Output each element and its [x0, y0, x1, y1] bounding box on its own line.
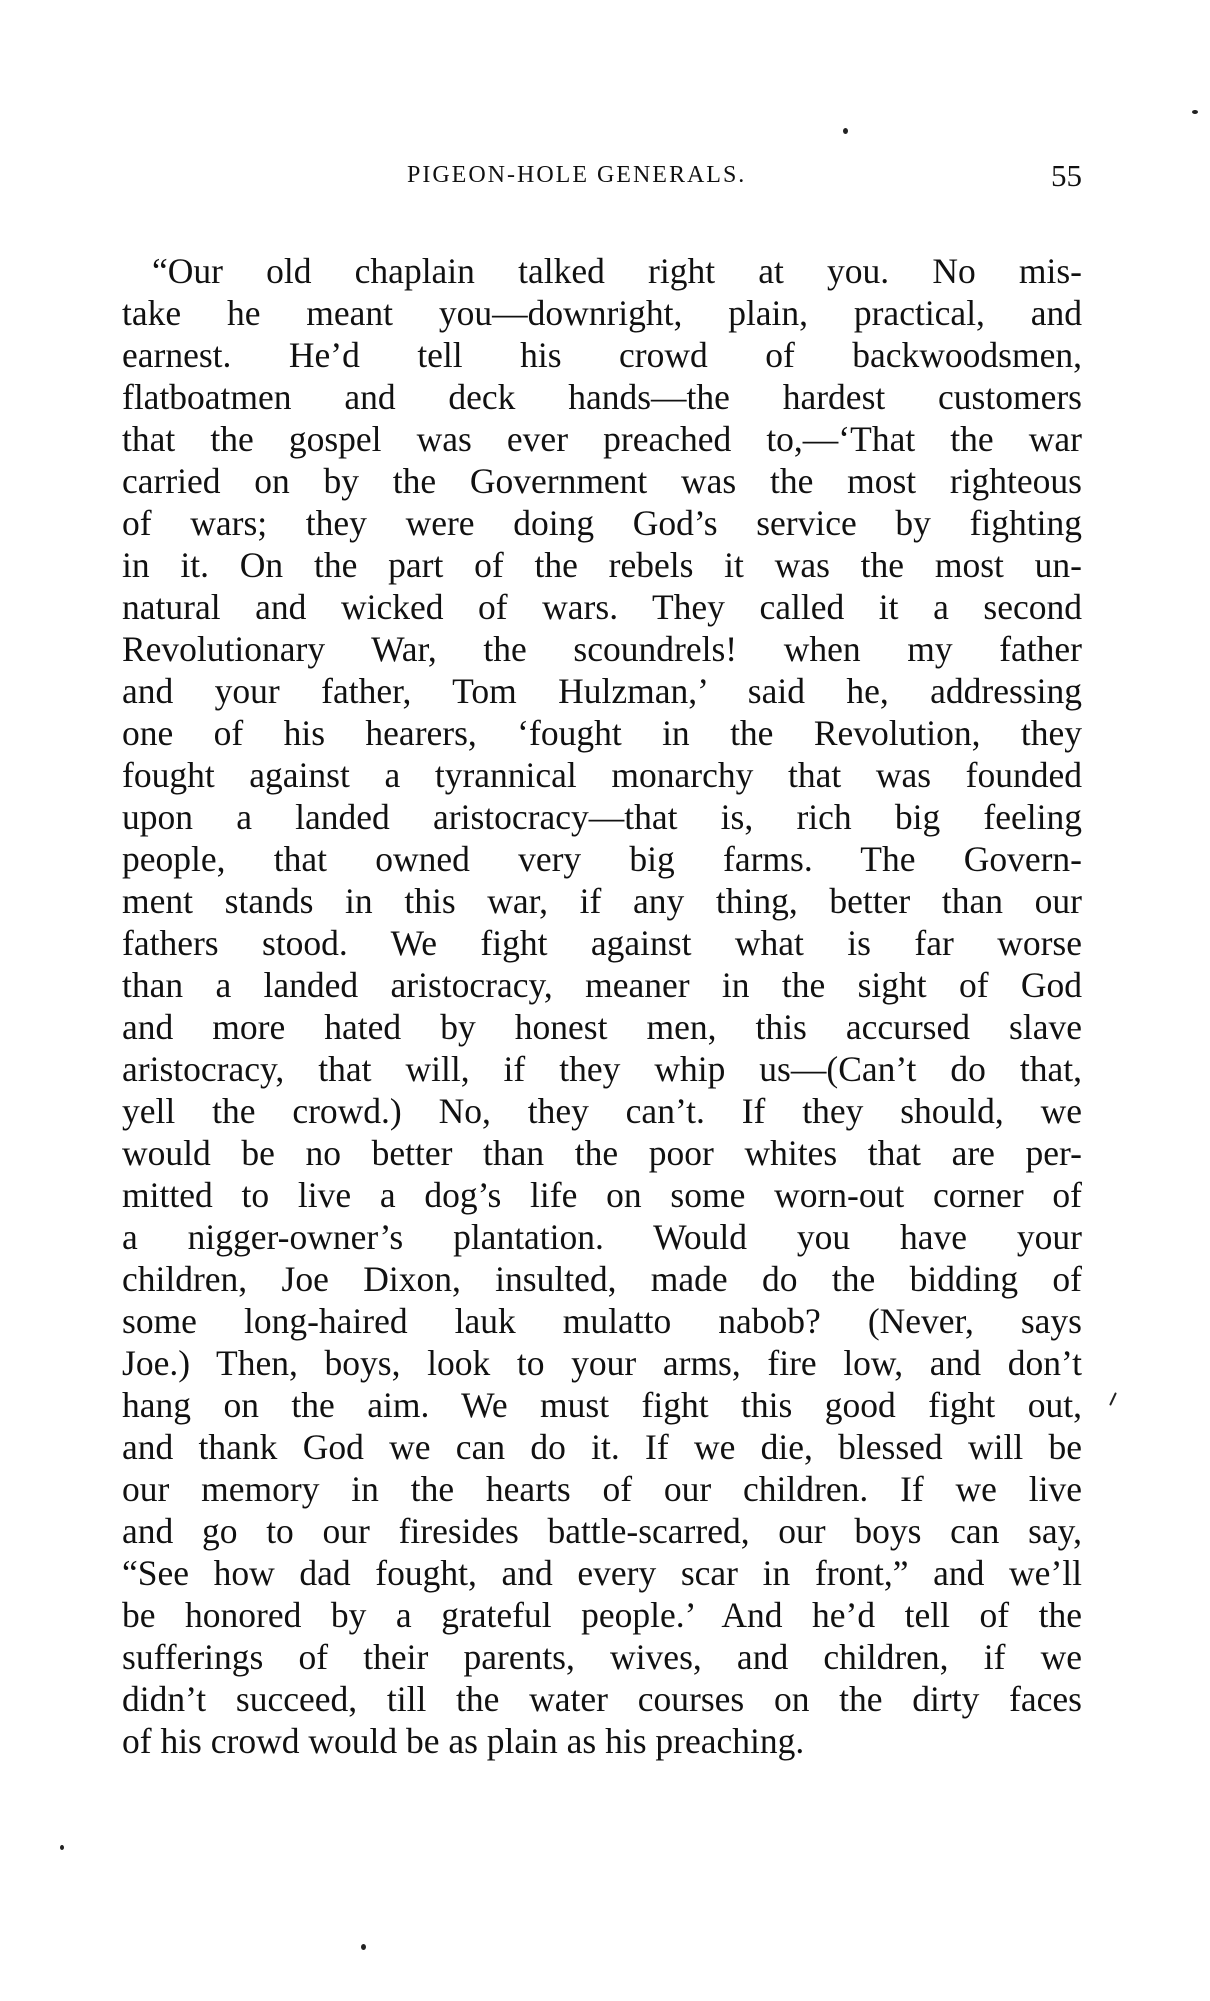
ink-speck: [60, 1845, 64, 1850]
text-line: children, Joe Dixon, insulted, made do the bidding of: [122, 1259, 1082, 1299]
text-line: fathers stood. We fight against what is far worse: [122, 923, 1082, 963]
text-line: earnest. He’d tell his crowd of backwoodsmen,: [122, 335, 1082, 375]
text-line: people, that owned very big farms. The Govern-: [122, 839, 1082, 879]
text-line: of wars; they were doing God’s service by fighting: [122, 503, 1082, 543]
ink-speck: [1109, 1392, 1117, 1406]
text-line: Joe.) Then, boys, look to your arms, fire low, and don’t: [122, 1343, 1082, 1383]
text-line: a nigger-owner’s plantation. Would you have your: [122, 1217, 1082, 1257]
text-line: would be no better than the poor whites that are per-: [122, 1133, 1082, 1173]
text-line: be honored by a grateful people.’ And he’d tell of the: [122, 1595, 1082, 1635]
running-head: [122, 158, 1082, 202]
text-line: Revolutionary War, the scoundrels! when my father: [122, 629, 1082, 669]
text-line: hang on the aim. We must fight this good fight out,: [122, 1385, 1082, 1425]
text-line: of his crowd would be as plain as his preaching.: [122, 1721, 805, 1761]
text-line: mitted to live a dog’s life on some worn-out corner of: [122, 1175, 1082, 1215]
text-line: aristocracy, that will, if they whip us—(Can’t do that,: [122, 1049, 1082, 1089]
text-line: “Our old chaplain talked right at you. No mis-: [152, 251, 1082, 291]
text-line: in it. On the part of the rebels it was the most un-: [122, 545, 1082, 585]
running-title: PIGEON-HOLE GENERALS.: [407, 162, 747, 188]
text-line: didn’t succeed, till the water courses on the dirty faces: [122, 1679, 1082, 1719]
text-line: and go to our firesides battle-scarred, our boys can say,: [122, 1511, 1082, 1551]
text-line: flatboatmen and deck hands—the hardest customers: [122, 377, 1082, 417]
text-line: and thank God we can do it. If we die, blessed will be: [122, 1427, 1082, 1467]
ink-speck: [1192, 110, 1198, 114]
text-line: than a landed aristocracy, meaner in the sight of God: [122, 965, 1082, 1005]
text-line: upon a landed aristocracy—that is, rich big feeling: [122, 797, 1082, 837]
ink-speck: [843, 128, 848, 134]
text-line: and more hated by honest men, this accursed slave: [122, 1007, 1082, 1047]
body-text: [122, 250, 1082, 1762]
text-line: sufferings of their parents, wives, and children, if we: [122, 1637, 1082, 1677]
text-line: our memory in the hearts of our children. If we live: [122, 1469, 1082, 1509]
text-line: natural and wicked of wars. They called it a second: [122, 587, 1082, 627]
text-line: yell the crowd.) No, they can’t. If they should, we: [122, 1091, 1082, 1131]
ink-speck: [361, 1944, 366, 1950]
text-line: take he meant you—downright, plain, practical, and: [122, 293, 1082, 333]
text-line: that the gospel was ever preached to,—‘That the war: [122, 419, 1082, 459]
text-line: some long-haired lauk mulatto nabob? (Never, says: [122, 1301, 1082, 1341]
text-line: fought against a tyrannical monarchy that was founded: [122, 755, 1082, 795]
page-number: 55: [1051, 158, 1082, 193]
text-line: “See how dad fought, and every scar in front,” and we’ll: [122, 1553, 1082, 1593]
text-line: and your father, Tom Hulzman,’ said he, addressing: [122, 671, 1082, 711]
text-line: ment stands in this war, if any thing, better than our: [122, 881, 1082, 921]
text-line: carried on by the Government was the most righteous: [122, 461, 1082, 501]
text-line: one of his hearers, ‘fought in the Revolution, they: [122, 713, 1082, 753]
